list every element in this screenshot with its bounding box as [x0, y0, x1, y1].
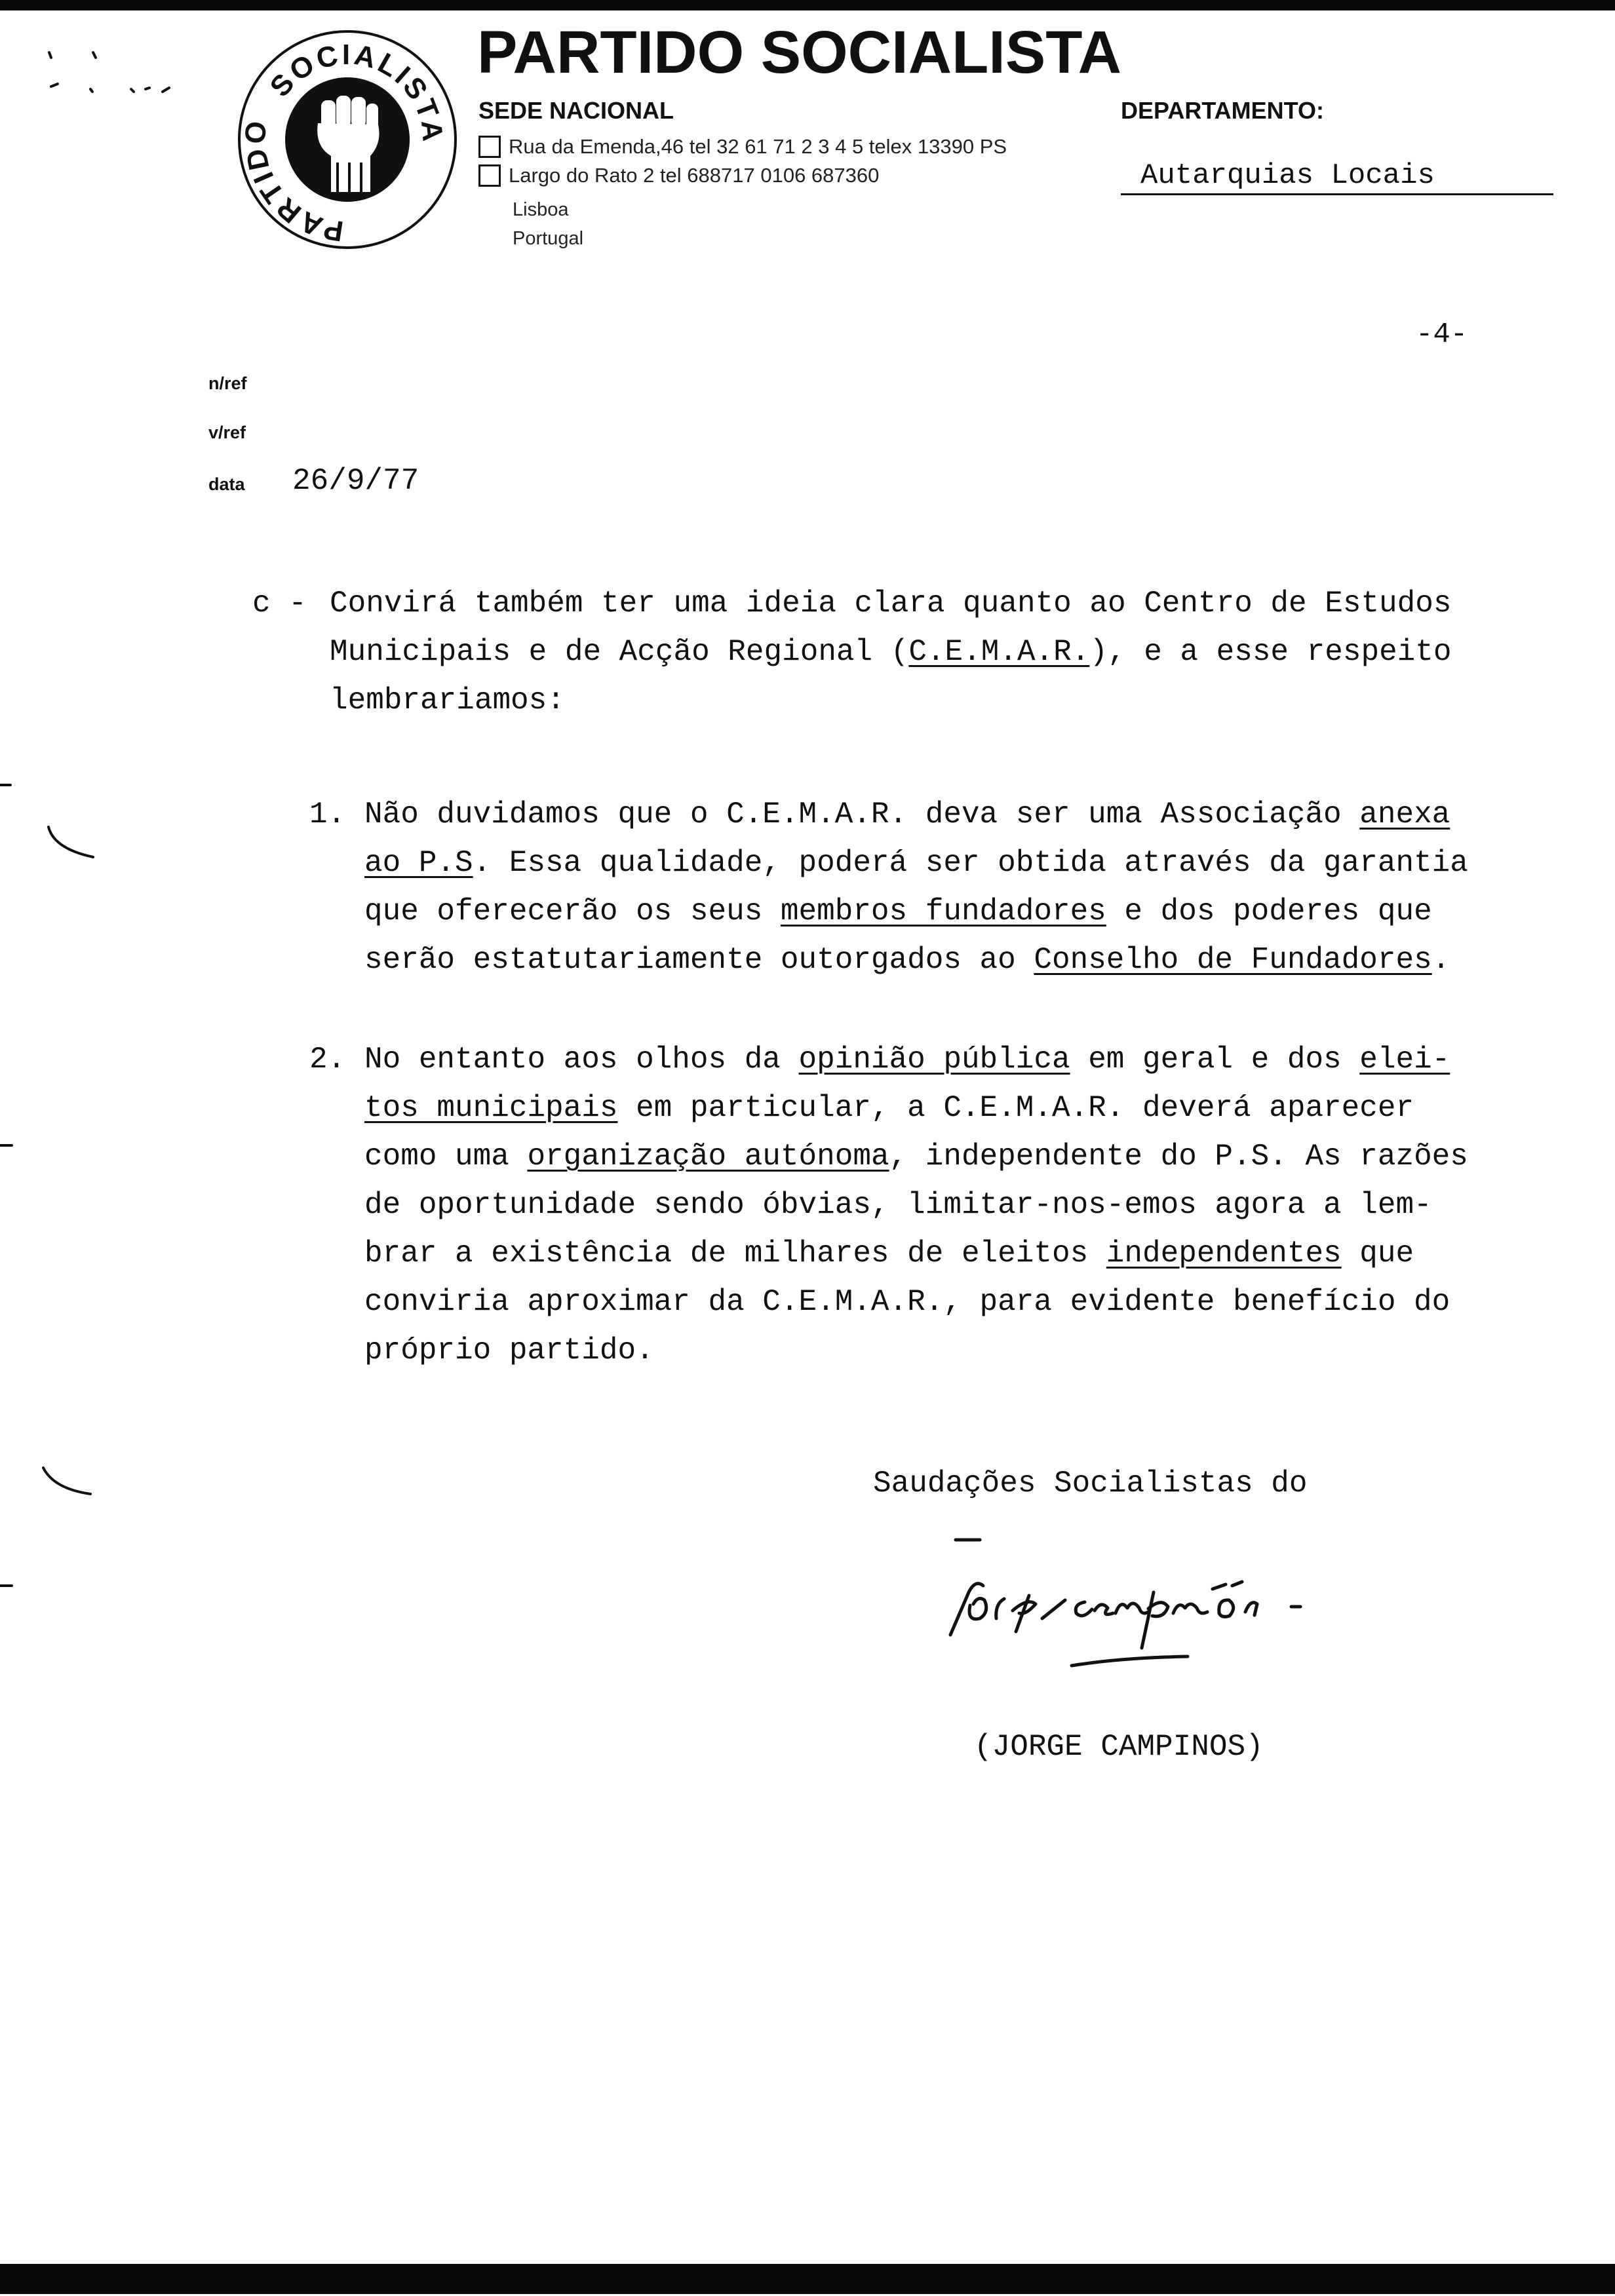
text-line: brar a existência de milhares de eleitos	[364, 1236, 1106, 1271]
party-logo-fist-icon	[233, 25, 462, 254]
closing-salutation: Saudações Socialistas do	[873, 1466, 1308, 1501]
underlined-text: elei-	[1359, 1043, 1450, 1077]
page-number: -4-	[1416, 318, 1468, 351]
address-line-1	[478, 135, 1007, 159]
text-line: ), e a esse respeito	[1089, 635, 1452, 669]
address-1-text: Rua da Emenda,46 tel 32 61 71 2 3 4 5 telex 13390 PS	[509, 135, 1007, 158]
text-line: de oportunidade sendo óbvias, limitar-nos-emos agora a lem-	[364, 1188, 1432, 1222]
text-line: Municipais e de Acção Regional (	[330, 635, 909, 669]
department-value: Autarquias Locais	[1121, 159, 1553, 195]
nref-label: n/ref	[208, 373, 247, 393]
item-2-marker: 2.	[309, 1043, 346, 1077]
underlined-text: anexa	[1359, 797, 1450, 832]
text-line: Não duvidamos que o C.E.M.A.R. deva ser uma Associação	[364, 797, 1360, 832]
text-line: conviria aproximar da C.E.M.A.R., para evidente benefício do	[364, 1285, 1450, 1319]
text-line: próprio partido.	[364, 1333, 654, 1368]
bottom-border	[0, 2264, 1615, 2294]
checkbox-icon[interactable]	[478, 164, 501, 187]
paragraph-c-marker: c -	[252, 586, 307, 621]
text-line: . Essa qualidade, poderá ser obtida através da garantia	[473, 846, 1468, 880]
text-line: No entanto aos olhos da	[364, 1043, 799, 1077]
paragraph-c	[330, 579, 1562, 725]
underlined-text: organização autónoma	[527, 1139, 889, 1174]
city: Lisboa	[513, 199, 569, 220]
underlined-text: membros fundadores	[780, 894, 1106, 928]
margin-marks	[0, 26, 210, 1612]
item-2	[364, 1035, 1577, 1375]
text-line: , independente do P.S. As razões	[889, 1139, 1468, 1174]
underlined-text: C.E.M.A.R.	[908, 635, 1090, 669]
text-line: que	[1341, 1236, 1414, 1271]
text-line: como uma	[364, 1139, 528, 1174]
address-line-2	[478, 164, 879, 187]
date-label: data	[208, 474, 245, 494]
underlined-text: Conselho de Fundadores	[1034, 943, 1432, 977]
underlined-text: ao P.S	[364, 846, 473, 880]
department-label: DEPARTAMENTO:	[1121, 97, 1324, 124]
top-border	[0, 0, 1615, 10]
text-line: serão estatutariamente outorgados ao	[364, 943, 1034, 977]
svg-text:PARTIDO: PARTIDO	[239, 117, 346, 248]
text-line: em particular, a C.E.M.A.R. deverá aparecer	[617, 1091, 1414, 1125]
signer-name: (JORGE CAMPINOS)	[974, 1730, 1264, 1764]
svg-text:SOCIALISTA: SOCIALISTA	[263, 38, 449, 145]
address-2-text: Largo do Rato 2 tel 688717 0106 687360	[509, 164, 880, 187]
handwritten-signature	[905, 1527, 1350, 1691]
text-line: Convirá também ter uma ideia clara quanto ao Centro de Estudos	[330, 586, 1452, 621]
item-1-marker: 1.	[309, 797, 346, 832]
text-line: .	[1431, 943, 1450, 977]
sede-label: SEDE NACIONAL	[478, 97, 674, 124]
text-line: em geral e dos	[1070, 1043, 1360, 1077]
vref-label: v/ref	[208, 423, 246, 442]
underlined-text: independentes	[1106, 1236, 1342, 1271]
item-1	[364, 790, 1577, 984]
underlined-text: opinião pública	[798, 1043, 1070, 1077]
underlined-text: tos municipais	[364, 1091, 618, 1125]
text-line: que oferecerão os seus	[364, 894, 781, 928]
text-line: e dos poderes que	[1106, 894, 1432, 928]
text-line: lembrariamos:	[330, 683, 565, 718]
date-value: 26/9/77	[292, 464, 419, 498]
checkbox-icon[interactable]	[478, 136, 501, 158]
party-name: PARTIDO SOCIALISTA	[477, 19, 1122, 86]
country: Portugal	[513, 228, 584, 249]
